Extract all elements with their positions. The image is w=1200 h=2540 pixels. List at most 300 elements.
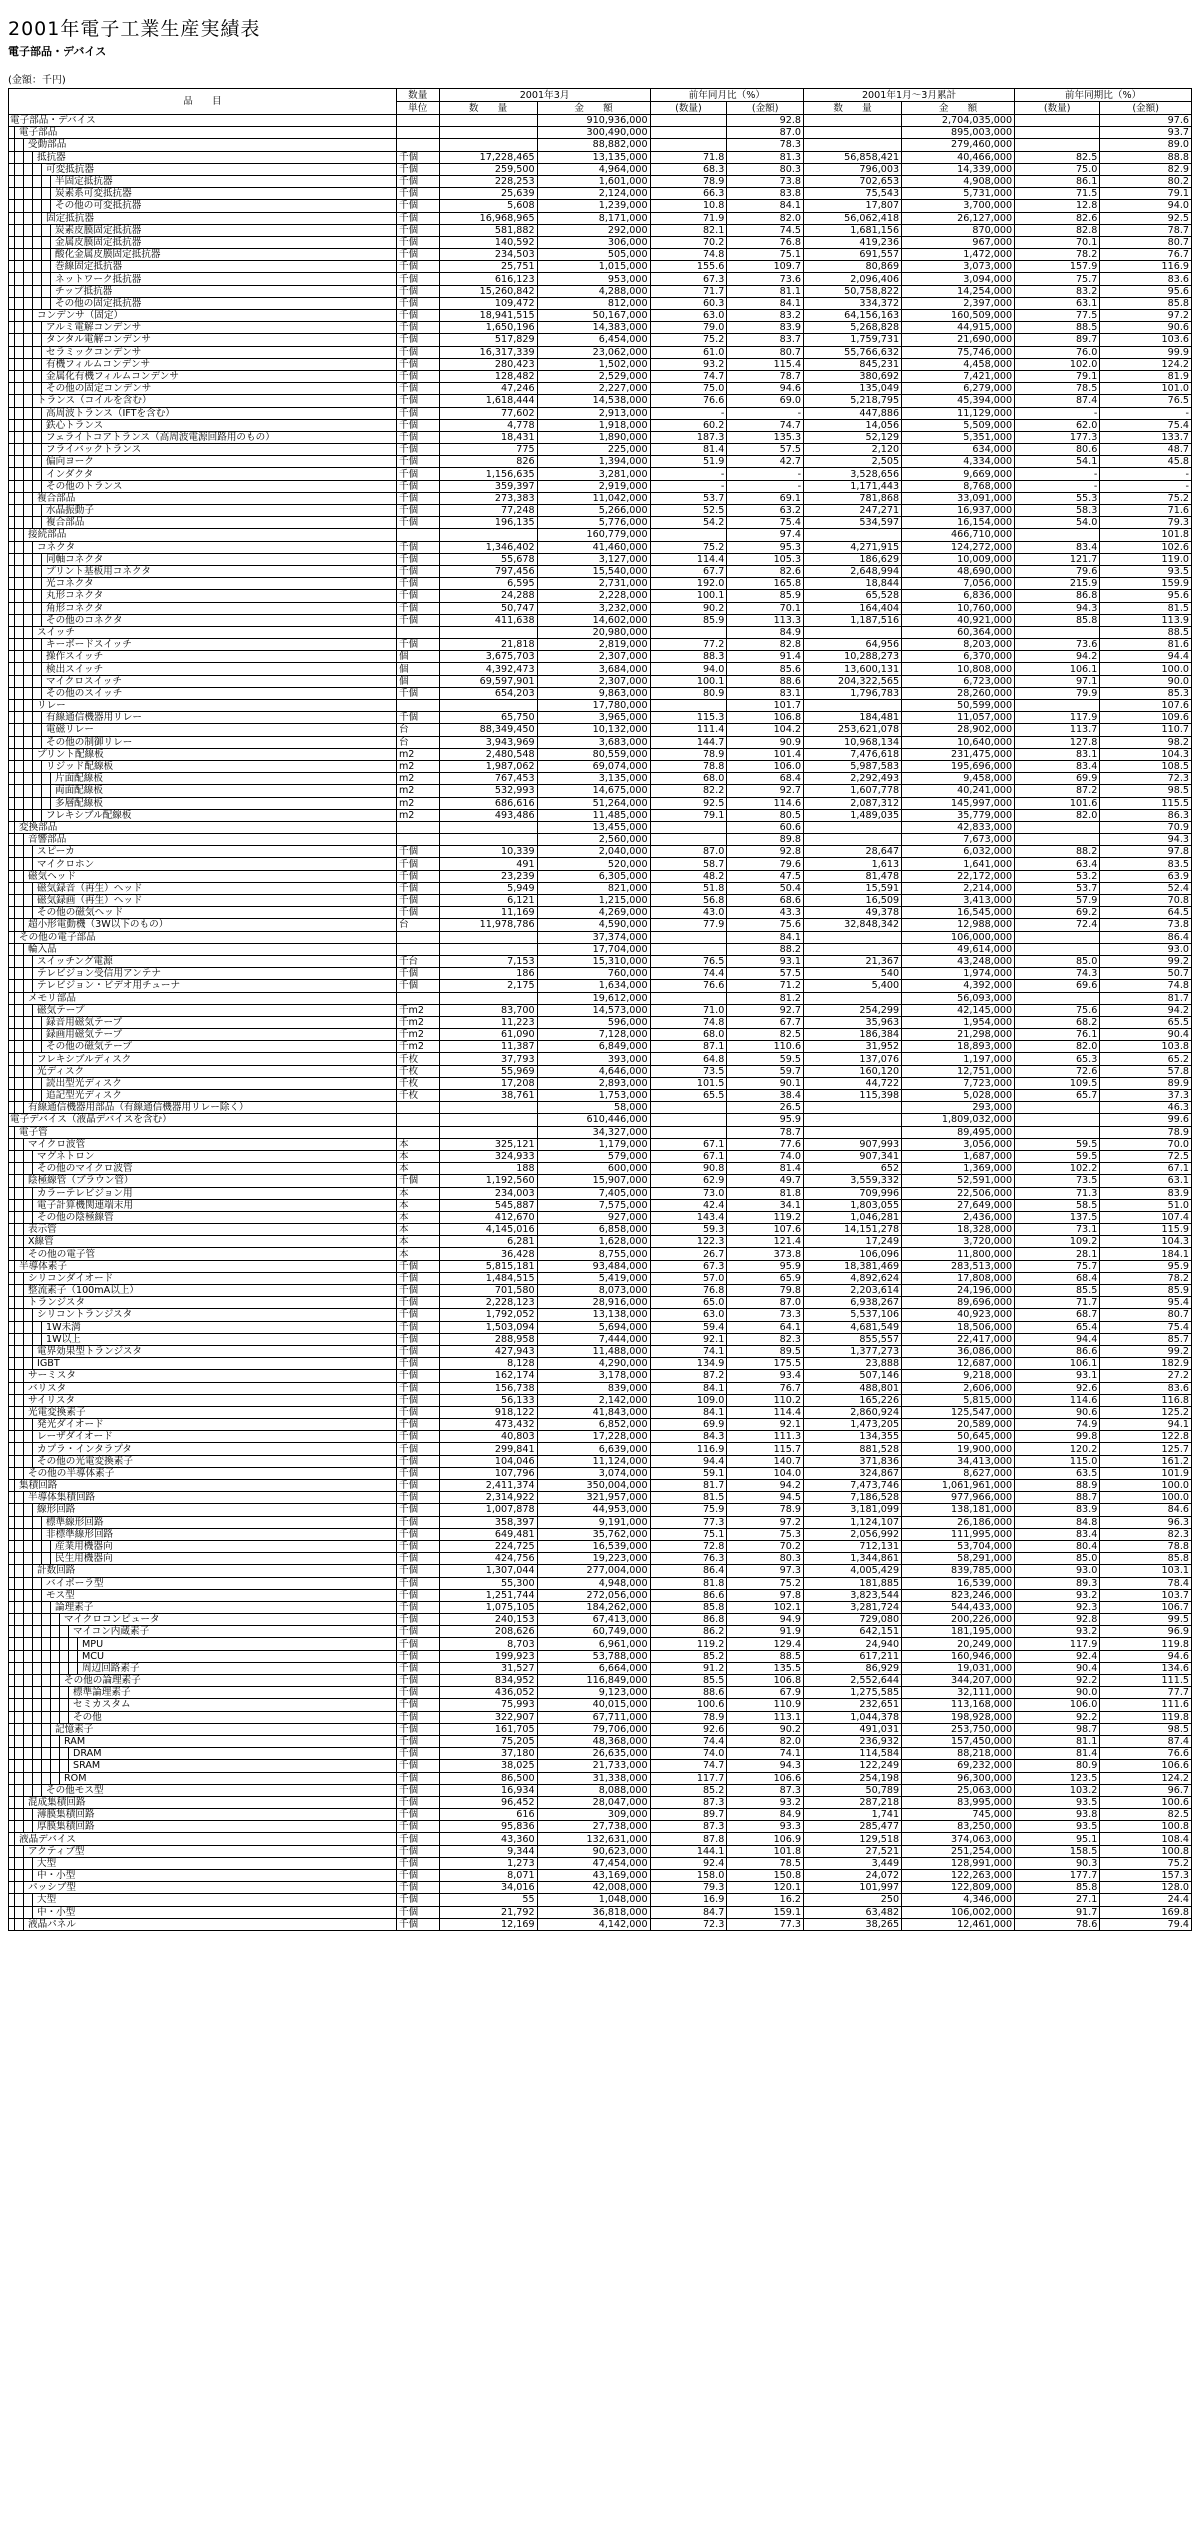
table-row — [9, 1406, 1192, 1418]
row-yoy-qty: 52.5 — [650, 505, 727, 517]
row-yoy2-qty: 101.6 — [1015, 797, 1100, 809]
row-yoy-amount: 85.6 — [727, 663, 804, 675]
row-item-name: 可変抵抗器 — [9, 163, 397, 175]
row-yoy-amount: 92.8 — [727, 846, 804, 858]
row-yoy-amount: 91.9 — [727, 1626, 804, 1638]
row-unit: 千個 — [396, 200, 439, 212]
row-item-name: スピーカ — [9, 846, 397, 858]
table-row — [9, 675, 1192, 687]
row-cum-qty — [804, 529, 902, 541]
row-unit: 本 — [396, 1224, 439, 1236]
row-yoy-amount: 82.0 — [727, 212, 804, 224]
row-item-name: 酸化金属皮膜固定抵抗器 — [9, 249, 397, 261]
row-yoy2-qty: 73.6 — [1015, 639, 1100, 651]
row-yoy2-qty: 92.2 — [1015, 1711, 1100, 1723]
table-row — [9, 1285, 1192, 1297]
table-body — [9, 115, 1192, 1931]
row-yoy2-amount: 159.9 — [1100, 578, 1192, 590]
row-yoy-qty: 16.9 — [650, 1894, 727, 1906]
row-cum-qty: 796,003 — [804, 163, 902, 175]
row-item-name: その他 — [9, 1711, 397, 1723]
row-yoy2-qty: 157.9 — [1015, 261, 1100, 273]
table-row — [9, 468, 1192, 480]
row-yoy2-qty: 58.3 — [1015, 505, 1100, 517]
row-unit: 千個 — [396, 1614, 439, 1626]
row-month-qty: 2,175 — [439, 980, 537, 992]
row-yoy-amount: 80.7 — [727, 346, 804, 358]
row-month-qty: 128,482 — [439, 370, 537, 382]
row-yoy-qty: 74.7 — [650, 370, 727, 382]
table-row — [9, 1041, 1192, 1053]
row-cum-amount: 52,591,000 — [902, 1175, 1015, 1187]
row-item-name: 高周波トランス（IFTを含む） — [9, 407, 397, 419]
row-yoy-amount: - — [727, 480, 804, 492]
row-unit: 千個 — [396, 492, 439, 504]
row-item-name: 鉄心トランス — [9, 419, 397, 431]
row-item-name: フライバックトランス — [9, 444, 397, 456]
row-unit: 千個 — [396, 1675, 439, 1687]
row-yoy-qty: 59.3 — [650, 1224, 727, 1236]
row-item-name: コンデンサ（固定） — [9, 310, 397, 322]
row-cum-qty: 617,211 — [804, 1650, 902, 1662]
row-cum-amount: 4,346,000 — [902, 1894, 1015, 1906]
row-cum-qty: 254,299 — [804, 1004, 902, 1016]
table-row — [9, 1126, 1192, 1138]
row-unit: 台 — [396, 736, 439, 748]
row-cum-amount: 83,995,000 — [902, 1796, 1015, 1808]
row-yoy-amount: 83.8 — [727, 188, 804, 200]
row-month-amount: 6,305,000 — [537, 870, 650, 882]
row-month-qty: 686,616 — [439, 797, 537, 809]
row-cum-amount: 5,028,000 — [902, 1090, 1015, 1102]
row-unit: 千個 — [396, 1309, 439, 1321]
row-yoy2-amount: 115.9 — [1100, 1224, 1192, 1236]
row-yoy-amount: 74.5 — [727, 224, 804, 236]
table-row — [9, 1065, 1192, 1077]
row-cum-qty: 488,801 — [804, 1382, 902, 1394]
row-yoy2-qty — [1015, 700, 1100, 712]
row-yoy2-qty: 81.1 — [1015, 1735, 1100, 1747]
row-month-amount: 13,455,000 — [537, 821, 650, 833]
row-unit: 千個 — [396, 431, 439, 443]
row-month-qty: 16,968,965 — [439, 212, 537, 224]
row-cum-amount: 5,351,000 — [902, 431, 1015, 443]
row-unit: 千枚 — [396, 1065, 439, 1077]
row-yoy2-qty — [1015, 626, 1100, 638]
table-row — [9, 1199, 1192, 1211]
row-yoy2-qty: 91.7 — [1015, 1906, 1100, 1918]
table-header — [9, 89, 1192, 115]
row-unit: 千個 — [396, 1784, 439, 1796]
table-row — [9, 1224, 1192, 1236]
row-yoy2-amount: 79.3 — [1100, 517, 1192, 529]
row-month-amount: 35,762,000 — [537, 1528, 650, 1540]
table-row — [9, 1748, 1192, 1760]
row-month-qty: 11,223 — [439, 1016, 537, 1028]
row-cum-qty: 702,653 — [804, 175, 902, 187]
row-cum-amount: 2,436,000 — [902, 1211, 1015, 1223]
row-cum-qty: 5,987,583 — [804, 760, 902, 772]
row-unit: 本 — [396, 1199, 439, 1211]
row-cum-amount: 7,673,000 — [902, 834, 1015, 846]
row-unit — [396, 992, 439, 1004]
row-yoy2-amount: 93.5 — [1100, 565, 1192, 577]
row-unit: 千個 — [396, 590, 439, 602]
row-cum-qty: 236,932 — [804, 1735, 902, 1747]
row-cum-qty — [804, 115, 902, 127]
row-month-qty: 616,123 — [439, 273, 537, 285]
row-yoy2-amount: 103.6 — [1100, 334, 1192, 346]
row-yoy-qty: 72.8 — [650, 1540, 727, 1552]
row-cum-amount: 48,690,000 — [902, 565, 1015, 577]
row-month-amount: 41,460,000 — [537, 541, 650, 553]
row-unit: 千個 — [396, 151, 439, 163]
row-month-amount: 19,612,000 — [537, 992, 650, 1004]
row-yoy2-amount: 83.6 — [1100, 273, 1192, 285]
row-yoy-qty: 69.9 — [650, 1419, 727, 1431]
row-yoy2-amount: 100.8 — [1100, 1845, 1192, 1857]
table-row — [9, 1821, 1192, 1833]
row-yoy2-qty: 94.4 — [1015, 1333, 1100, 1345]
row-month-qty: 109,472 — [439, 297, 537, 309]
row-yoy-qty — [650, 821, 727, 833]
row-cum-amount: 96,300,000 — [902, 1772, 1015, 1784]
row-month-amount: 47,454,000 — [537, 1857, 650, 1869]
table-row — [9, 1723, 1192, 1735]
row-yoy2-amount: 99.2 — [1100, 955, 1192, 967]
row-unit: 千枚 — [396, 1077, 439, 1089]
row-cum-qty: 254,198 — [804, 1772, 902, 1784]
row-item-name: 有機フィルムコンデンサ — [9, 358, 397, 370]
row-month-qty: 411,638 — [439, 614, 537, 626]
row-yoy2-qty: 27.1 — [1015, 1894, 1100, 1906]
row-yoy-qty: 82.1 — [650, 224, 727, 236]
row-month-amount: 2,919,000 — [537, 480, 650, 492]
row-unit: 千個 — [396, 1285, 439, 1297]
row-yoy-qty: 76.5 — [650, 955, 727, 967]
row-cum-qty: 1,796,783 — [804, 687, 902, 699]
row-cum-amount: 122,809,000 — [902, 1882, 1015, 1894]
row-yoy-qty — [650, 115, 727, 127]
table-row — [9, 431, 1192, 443]
row-item-name: MPU — [9, 1638, 397, 1650]
row-month-qty: 1,307,044 — [439, 1565, 537, 1577]
row-item-name: 超小形電動機（3W以下のもの） — [9, 919, 397, 931]
row-yoy2-qty: 73.1 — [1015, 1224, 1100, 1236]
row-yoy2-amount: 98.5 — [1100, 1723, 1192, 1735]
row-yoy2-qty: 81.4 — [1015, 1748, 1100, 1760]
row-month-qty: 5,608 — [439, 200, 537, 212]
row-item-name: スイッチ — [9, 626, 397, 638]
row-unit — [396, 1102, 439, 1114]
row-cum-amount: 9,669,000 — [902, 468, 1015, 480]
row-unit — [396, 943, 439, 955]
row-yoy2-amount: 78.9 — [1100, 1126, 1192, 1138]
table-row — [9, 1236, 1192, 1248]
table-row — [9, 651, 1192, 663]
row-item-name: 角形コネクタ — [9, 602, 397, 614]
row-yoy2-qty: 93.0 — [1015, 1565, 1100, 1577]
row-cum-qty: 3,823,544 — [804, 1589, 902, 1601]
row-cum-qty: 419,236 — [804, 236, 902, 248]
row-cum-amount: 10,808,000 — [902, 663, 1015, 675]
table-row — [9, 614, 1192, 626]
row-unit: 本 — [396, 1248, 439, 1260]
header-month: 2001年3月 — [439, 89, 650, 102]
table-row — [9, 578, 1192, 590]
row-item-name: その他の固定抵抗器 — [9, 297, 397, 309]
row-yoy2-qty: 94.2 — [1015, 651, 1100, 663]
row-yoy2-amount: 133.7 — [1100, 431, 1192, 443]
row-yoy2-amount: 72.5 — [1100, 1150, 1192, 1162]
row-yoy-amount: 92.7 — [727, 785, 804, 797]
row-cum-qty: 75,543 — [804, 188, 902, 200]
row-item-name: アクティブ型 — [9, 1845, 397, 1857]
row-month-amount: 1,634,000 — [537, 980, 650, 992]
row-yoy2-qty: 88.9 — [1015, 1480, 1100, 1492]
row-yoy-qty: 68.0 — [650, 773, 727, 785]
row-yoy-amount: 87.3 — [727, 1784, 804, 1796]
row-yoy2-amount: 77.7 — [1100, 1687, 1192, 1699]
row-yoy-amount: 60.6 — [727, 821, 804, 833]
row-yoy2-qty: 69.9 — [1015, 773, 1100, 785]
row-yoy2-amount: 75.2 — [1100, 492, 1192, 504]
row-month-qty: 1,618,444 — [439, 395, 537, 407]
row-yoy-qty: 77.2 — [650, 639, 727, 651]
row-yoy2-amount: 94.2 — [1100, 1004, 1192, 1016]
row-yoy2-qty: 83.2 — [1015, 285, 1100, 297]
row-yoy2-qty: 95.1 — [1015, 1833, 1100, 1845]
row-cum-qty: 49,378 — [804, 907, 902, 919]
row-yoy-amount: 74.7 — [727, 419, 804, 431]
row-yoy2-qty: 93.2 — [1015, 1589, 1100, 1601]
row-yoy-amount: 75.2 — [727, 1577, 804, 1589]
row-yoy-qty: 87.3 — [650, 1796, 727, 1808]
row-month-amount: 48,368,000 — [537, 1735, 650, 1747]
row-month-amount: 306,000 — [537, 236, 650, 248]
row-month-amount: 11,485,000 — [537, 809, 650, 821]
row-month-amount: 910,936,000 — [537, 115, 650, 127]
row-month-qty: 55 — [439, 1894, 537, 1906]
row-yoy2-amount: 63.1 — [1100, 1175, 1192, 1187]
row-cum-amount: 20,249,000 — [902, 1638, 1015, 1650]
row-month-amount: 4,948,000 — [537, 1577, 650, 1589]
row-unit: 千個 — [396, 895, 439, 907]
row-cum-amount: 122,263,000 — [902, 1870, 1015, 1882]
row-unit: 千個 — [396, 1821, 439, 1833]
row-yoy-amount: 93.3 — [727, 1821, 804, 1833]
row-cum-amount: 40,466,000 — [902, 151, 1015, 163]
row-month-amount: 1,239,000 — [537, 200, 650, 212]
row-yoy-amount: 79.8 — [727, 1285, 804, 1297]
row-item-name: ネットワーク抵抗器 — [9, 273, 397, 285]
row-yoy-amount: 88.6 — [727, 675, 804, 687]
row-yoy2-amount: 64.5 — [1100, 907, 1192, 919]
row-cum-amount: 28,902,000 — [902, 724, 1015, 736]
header-pct2-amt: (金額) — [1100, 102, 1192, 115]
row-unit: 千個 — [396, 1394, 439, 1406]
row-yoy-amount: 74.1 — [727, 1748, 804, 1760]
row-unit: 千個 — [396, 1857, 439, 1869]
table-row — [9, 1711, 1192, 1723]
table-row — [9, 212, 1192, 224]
row-month-amount: 1,502,000 — [537, 358, 650, 370]
row-item-name: 記憶素子 — [9, 1723, 397, 1735]
row-month-amount: 43,169,000 — [537, 1870, 650, 1882]
row-month-qty: 43,360 — [439, 1833, 537, 1845]
row-unit: 千個 — [396, 980, 439, 992]
row-cum-amount: 544,433,000 — [902, 1601, 1015, 1613]
row-yoy-qty: 117.7 — [650, 1772, 727, 1784]
row-unit: 千個 — [396, 175, 439, 187]
row-unit: 千個 — [396, 578, 439, 590]
row-month-amount: 9,191,000 — [537, 1516, 650, 1528]
row-unit: 千個 — [396, 858, 439, 870]
table-row — [9, 395, 1192, 407]
row-item-name: フレキシブル配線板 — [9, 809, 397, 821]
row-cum-qty: 56,858,421 — [804, 151, 902, 163]
row-yoy-amount: 84.1 — [727, 931, 804, 943]
row-yoy2-qty — [1015, 115, 1100, 127]
row-cum-qty: 64,156,163 — [804, 310, 902, 322]
row-yoy2-qty: - — [1015, 407, 1100, 419]
row-yoy2-amount: 87.4 — [1100, 1735, 1192, 1747]
row-cum-qty: 14,151,278 — [804, 1224, 902, 1236]
row-cum-qty: 7,473,746 — [804, 1480, 902, 1492]
row-yoy2-amount: 75.4 — [1100, 1321, 1192, 1333]
table-row — [9, 358, 1192, 370]
row-month-amount: 2,124,000 — [537, 188, 650, 200]
row-yoy-amount: - — [727, 468, 804, 480]
row-yoy2-amount: 37.3 — [1100, 1090, 1192, 1102]
row-yoy2-amount: - — [1100, 480, 1192, 492]
table-row — [9, 602, 1192, 614]
row-yoy-qty — [650, 1102, 727, 1114]
row-yoy-amount: 113.3 — [727, 614, 804, 626]
row-cum-qty: 2,552,644 — [804, 1675, 902, 1687]
row-yoy-qty: 58.7 — [650, 858, 727, 870]
row-month-amount: 13,138,000 — [537, 1309, 650, 1321]
row-yoy-qty: 92.1 — [650, 1333, 727, 1345]
row-yoy-amount: 83.1 — [727, 687, 804, 699]
row-cum-qty: 781,868 — [804, 492, 902, 504]
row-month-qty: 3,943,969 — [439, 736, 537, 748]
row-yoy-qty: 66.3 — [650, 188, 727, 200]
row-yoy2-amount: 90.4 — [1100, 1029, 1192, 1041]
row-month-qty: 156,738 — [439, 1382, 537, 1394]
row-item-name: 論理素子 — [9, 1601, 397, 1613]
row-item-name: その他の磁気テープ — [9, 1041, 397, 1053]
row-yoy2-amount: 76.7 — [1100, 249, 1192, 261]
row-yoy-amount: 104.2 — [727, 724, 804, 736]
row-yoy2-qty: 106.0 — [1015, 1699, 1100, 1711]
row-cum-qty: 31,952 — [804, 1041, 902, 1053]
table-row — [9, 1833, 1192, 1845]
row-yoy2-qty: 121.7 — [1015, 553, 1100, 565]
row-cum-qty: 247,271 — [804, 505, 902, 517]
row-yoy-amount: 57.5 — [727, 444, 804, 456]
row-cum-qty: 2,648,994 — [804, 565, 902, 577]
row-cum-qty: 5,218,795 — [804, 395, 902, 407]
row-cum-qty — [804, 943, 902, 955]
row-cum-qty: 204,322,565 — [804, 675, 902, 687]
row-yoy2-amount: 100.0 — [1100, 1480, 1192, 1492]
row-yoy-qty: 68.3 — [650, 163, 727, 175]
row-yoy2-amount: 109.6 — [1100, 712, 1192, 724]
row-month-qty: 424,756 — [439, 1553, 537, 1565]
row-month-amount: 927,000 — [537, 1211, 650, 1223]
row-yoy2-amount: 57.8 — [1100, 1065, 1192, 1077]
row-cum-qty: 50,789 — [804, 1784, 902, 1796]
table-row — [9, 529, 1192, 541]
row-yoy2-amount: 71.6 — [1100, 505, 1192, 517]
table-row — [9, 736, 1192, 748]
table-row — [9, 1772, 1192, 1784]
row-yoy2-qty: 84.8 — [1015, 1516, 1100, 1528]
row-yoy2-qty: 12.8 — [1015, 200, 1100, 212]
row-yoy-qty: 73.5 — [650, 1065, 727, 1077]
row-month-qty — [439, 821, 537, 833]
row-yoy2-qty: 137.5 — [1015, 1211, 1100, 1223]
row-yoy2-amount: 73.8 — [1100, 919, 1192, 931]
row-yoy2-qty: 86.8 — [1015, 590, 1100, 602]
row-yoy-qty: 80.9 — [650, 687, 727, 699]
row-month-qty: 1,251,744 — [439, 1589, 537, 1601]
row-yoy2-qty: 82.0 — [1015, 1041, 1100, 1053]
row-cum-qty: 881,528 — [804, 1443, 902, 1455]
row-month-qty: 324,933 — [439, 1150, 537, 1162]
row-cum-amount: 4,392,000 — [902, 980, 1015, 992]
row-cum-amount: 20,589,000 — [902, 1419, 1015, 1431]
table-row — [9, 907, 1192, 919]
row-yoy-qty: 68.0 — [650, 1029, 727, 1041]
row-yoy2-amount: 70.8 — [1100, 895, 1192, 907]
header-qty: 数 量 — [439, 102, 537, 115]
row-yoy-amount: 69.1 — [727, 492, 804, 504]
row-month-qty: 288,958 — [439, 1333, 537, 1345]
row-cum-qty: 2,120 — [804, 444, 902, 456]
row-yoy-qty — [650, 529, 727, 541]
row-month-qty: 775 — [439, 444, 537, 456]
row-yoy2-qty: 88.2 — [1015, 846, 1100, 858]
table-row — [9, 115, 1192, 127]
row-cum-qty: 10,968,134 — [804, 736, 902, 748]
row-month-qty: 228,253 — [439, 175, 537, 187]
row-item-name: マイクロ波管 — [9, 1138, 397, 1150]
row-yoy-amount: 114.6 — [727, 797, 804, 809]
row-cum-qty: 253,621,078 — [804, 724, 902, 736]
row-yoy-amount: 83.9 — [727, 322, 804, 334]
row-item-name: 片面配線板 — [9, 773, 397, 785]
row-yoy2-qty: 80.9 — [1015, 1760, 1100, 1772]
table-row — [9, 1029, 1192, 1041]
table-row — [9, 1419, 1192, 1431]
row-item-name: マイクロコンピュータ — [9, 1614, 397, 1626]
row-yoy-qty: 78.9 — [650, 175, 727, 187]
row-month-amount: 6,639,000 — [537, 1443, 650, 1455]
row-unit: 千個 — [396, 212, 439, 224]
table-row — [9, 310, 1192, 322]
row-month-qty: 6,281 — [439, 1236, 537, 1248]
row-yoy2-amount: 99.6 — [1100, 1114, 1192, 1126]
row-yoy2-qty: 87.4 — [1015, 395, 1100, 407]
row-cum-amount: 7,723,000 — [902, 1077, 1015, 1089]
row-month-qty: 188 — [439, 1163, 537, 1175]
row-cum-amount: 634,000 — [902, 444, 1015, 456]
row-yoy2-qty: 55.3 — [1015, 492, 1100, 504]
row-item-name: 丸形コネクタ — [9, 590, 397, 602]
table-row — [9, 1150, 1192, 1162]
